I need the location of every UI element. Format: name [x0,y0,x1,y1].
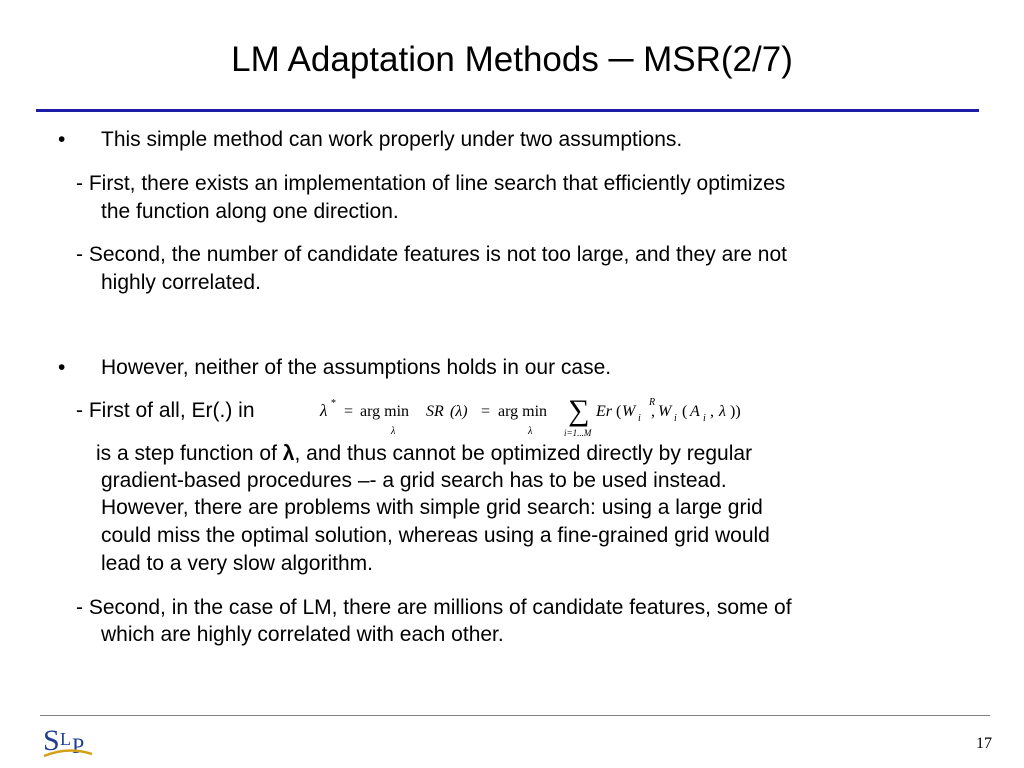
bullet-marker: • [58,128,66,151]
formula-open2: ( [682,403,688,420]
formula-paren-lambda: (λ) [450,403,468,420]
formula-lambda-end: λ [719,403,726,420]
sub-point-first-cont: the function along one direction. [101,200,399,223]
slow-algorithm-line: lead to a very slow algorithm. [101,552,373,575]
page-number: 17 [976,735,992,752]
formula-sigma: ∑ [568,394,590,427]
formula-a: A [690,403,700,420]
formula-argmin2: arg min [498,403,548,420]
formula-sup-r: R [649,397,656,408]
lambda-bold: λ [282,442,295,465]
formula-sub-lambda1: λ [391,426,396,437]
grid-miss-line: could miss the optimal solution, whereas using a fine-grained grid would [101,524,770,547]
slide-title: LM Adaptation Methods ─ MSR(2/7) [231,40,793,79]
formula-er: Er [596,403,612,420]
argmin-formula [318,394,758,440]
logo-p: P [72,733,85,758]
bullet-text: However, neither of the assumptions holds in our case. [101,356,612,379]
formula-eq2: = [481,403,491,420]
formula-star: * [331,398,336,409]
formula-sub-i3: i [703,413,706,424]
formula-eq1: = [344,403,354,420]
bullet-marker: • [58,356,66,379]
formula-comma2: , [710,403,714,420]
formula-comma1: , [651,403,655,420]
formula-sub-i1: i [638,413,641,424]
formula-argmin1: arg min [360,403,410,420]
grid-search-line: gradient-based procedures –- a grid search has to be used instead. [101,469,727,492]
sub-point-millions-cont: which are highly correlated with each other. [101,623,504,646]
grid-problem-line: However, there are problems with simple grid search: using a large grid [101,496,763,519]
step-function-line [96,440,752,468]
footer-divider [40,715,990,716]
title-divider [36,109,979,112]
formula-sum-range: i=1...M [564,428,592,438]
sub-point-first: - First, there exists an implementation of line search that efficiently optimizes [76,172,786,195]
formula-w1: W [622,403,636,420]
formula-lambda: λ [320,401,328,420]
formula-sub-lambda2: λ [528,426,533,437]
formula-open: ( [616,403,622,420]
bullet-text: This simple method can work properly under two assumptions. [101,128,683,151]
logo-l: L [60,729,71,749]
sub-point-first-of-all: - First of all, Er(.) in [76,399,255,422]
slp-logo [42,720,94,762]
step-function-post: , and thus cannot be optimized directly by regular [294,442,753,465]
sub-point-second: - Second, the number of candidate features is not too large, and they are not [76,243,787,266]
formula-w2: W [658,403,672,420]
formula-sub-i2: i [674,413,677,424]
formula-sr: SR [426,403,444,420]
step-function-pre: is a step function of [96,442,283,465]
sub-point-second-cont: highly correlated. [101,271,261,294]
formula-close: )) [730,403,741,420]
logo-s: S [43,724,60,757]
sub-point-millions: - Second, in the case of LM, there are millions of candidate features, some of [76,596,792,619]
